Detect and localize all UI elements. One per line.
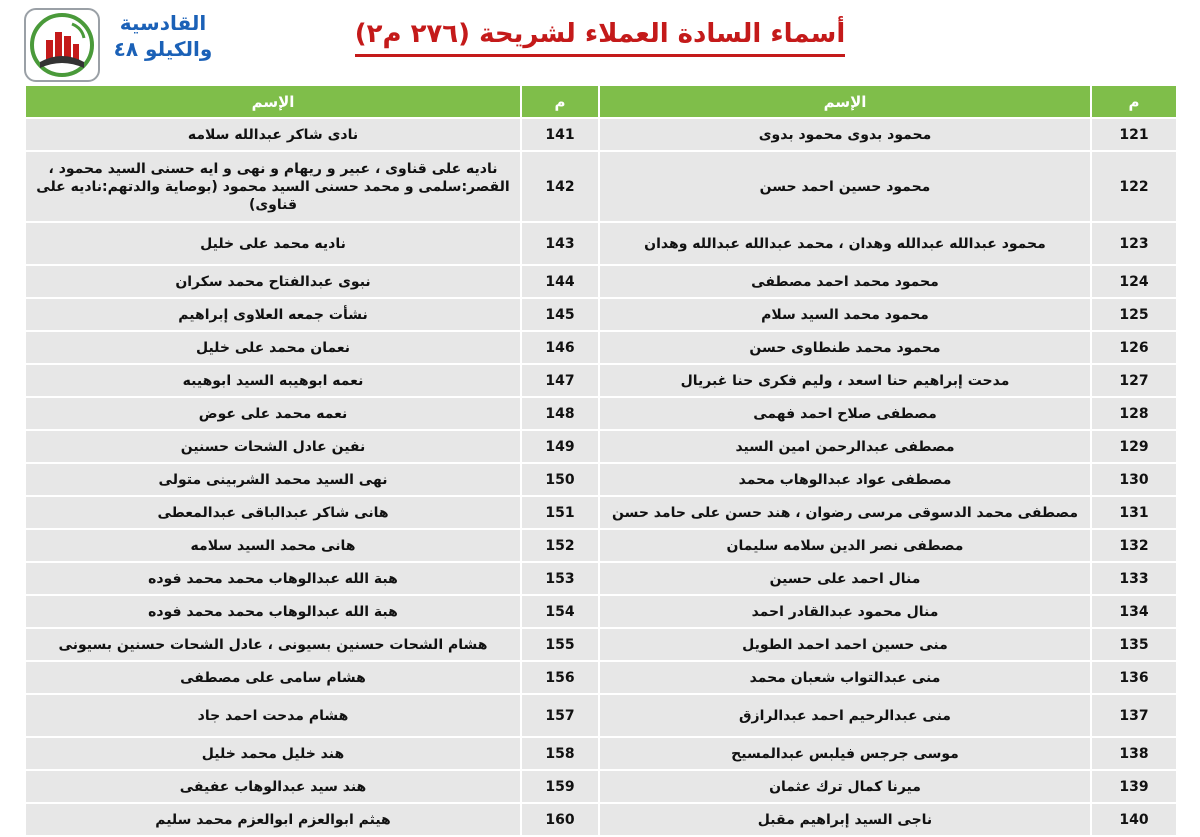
right-num-cell: 147 bbox=[522, 365, 598, 396]
left-num-cell: 138 bbox=[1092, 738, 1176, 769]
right-name-cell: نشأت جمعه العلاوى إبراهيم bbox=[26, 299, 520, 330]
left-name-cell: مصطفى نصر الدين سلامه سليمان bbox=[600, 530, 1090, 561]
right-num-cell: 154 bbox=[522, 596, 598, 627]
right-name-cell: هانى محمد السيد سلامه bbox=[26, 530, 520, 561]
left-num-cell: 125 bbox=[1092, 299, 1176, 330]
table-row bbox=[26, 563, 1176, 594]
header-num-right: م bbox=[522, 86, 598, 117]
left-num-cell: 140 bbox=[1092, 804, 1176, 835]
brand-line-2: والكيلو ٤٨ bbox=[113, 37, 213, 61]
table-row bbox=[26, 596, 1176, 627]
right-num-cell: 142 bbox=[522, 152, 598, 221]
left-num-cell: 126 bbox=[1092, 332, 1176, 363]
left-num-cell: 134 bbox=[1092, 596, 1176, 627]
left-num-cell: 129 bbox=[1092, 431, 1176, 462]
customers-table-container bbox=[24, 84, 1176, 837]
left-num-cell: 128 bbox=[1092, 398, 1176, 429]
logo bbox=[24, 8, 100, 82]
right-name-cell: نفين عادل الشحات حسنين bbox=[26, 431, 520, 462]
right-num-cell: 149 bbox=[522, 431, 598, 462]
left-name-cell: مصطفى عبدالرحمن امين السيد bbox=[600, 431, 1090, 462]
right-num-cell: 151 bbox=[522, 497, 598, 528]
left-name-cell: محمود عبدالله عبدالله وهدان ، محمد عبدالله عبدالله وهدان bbox=[600, 223, 1090, 264]
logo-emblem-icon bbox=[26, 10, 98, 80]
right-name-cell: هبة الله عبدالوهاب محمد محمد فوده bbox=[26, 563, 520, 594]
brand-line-1: القادسية bbox=[119, 11, 207, 35]
table-row bbox=[26, 738, 1176, 769]
customers-table bbox=[24, 84, 1178, 837]
right-num-cell: 148 bbox=[522, 398, 598, 429]
left-name-cell: منال احمد على حسين bbox=[600, 563, 1090, 594]
right-name-cell: ناديه محمد على خليل bbox=[26, 223, 520, 264]
right-name-cell: هشام مدحت احمد جاد bbox=[26, 695, 520, 736]
left-name-cell: محمود حسين احمد حسن bbox=[600, 152, 1090, 221]
table-row bbox=[26, 662, 1176, 693]
left-num-cell: 131 bbox=[1092, 497, 1176, 528]
left-name-cell: ناجى السيد إبراهيم مقبل bbox=[600, 804, 1090, 835]
table-row bbox=[26, 223, 1176, 264]
right-name-cell: ناديه على قناوى ، عبير و ريهام و نهى و ايه حسنى السيد محمود ، القصر:سلمى و محمد حسنى السيد محمود (بوصاية والدتهم:ناديه على قناوى) bbox=[26, 152, 520, 221]
right-num-cell: 156 bbox=[522, 662, 598, 693]
left-name-cell: ميرنا كمال ترك عثمان bbox=[600, 771, 1090, 802]
left-name-cell: منى عبدالرحيم احمد عبدالرازق bbox=[600, 695, 1090, 736]
table-row bbox=[26, 804, 1176, 835]
left-num-cell: 137 bbox=[1092, 695, 1176, 736]
table-row bbox=[26, 332, 1176, 363]
right-name-cell: نادى شاكر عبدالله سلامه bbox=[26, 119, 520, 150]
right-num-cell: 143 bbox=[522, 223, 598, 264]
right-name-cell: نبوى عبدالفتاح محمد سكران bbox=[26, 266, 520, 297]
right-num-cell: 146 bbox=[522, 332, 598, 363]
table-row bbox=[26, 152, 1176, 221]
left-num-cell: 130 bbox=[1092, 464, 1176, 495]
header-num-left: م bbox=[1092, 86, 1176, 117]
left-num-cell: 136 bbox=[1092, 662, 1176, 693]
table-row bbox=[26, 365, 1176, 396]
table-row bbox=[26, 771, 1176, 802]
right-num-cell: 158 bbox=[522, 738, 598, 769]
right-name-cell: هانى شاكر عبدالباقى عبدالمعطى bbox=[26, 497, 520, 528]
left-num-cell: 121 bbox=[1092, 119, 1176, 150]
table-row bbox=[26, 266, 1176, 297]
left-name-cell: محمود بدوى محمود بدوى bbox=[600, 119, 1090, 150]
right-num-cell: 150 bbox=[522, 464, 598, 495]
page-title-container bbox=[330, 16, 870, 57]
left-name-cell: محمود محمد طنطاوى حسن bbox=[600, 332, 1090, 363]
header-name-right: الإسم bbox=[26, 86, 520, 117]
right-name-cell: هند خليل محمد خليل bbox=[26, 738, 520, 769]
right-name-cell: نعمه ابوهيبه السيد ابوهيبه bbox=[26, 365, 520, 396]
left-name-cell: موسى جرجس فيلبس عبدالمسيح bbox=[600, 738, 1090, 769]
table-header-row bbox=[26, 86, 1176, 117]
right-num-cell: 141 bbox=[522, 119, 598, 150]
table-row bbox=[26, 530, 1176, 561]
right-num-cell: 160 bbox=[522, 804, 598, 835]
right-num-cell: 153 bbox=[522, 563, 598, 594]
left-name-cell: منال محمود عبدالقادر احمد bbox=[600, 596, 1090, 627]
right-name-cell: نهى السيد محمد الشربينى متولى bbox=[26, 464, 520, 495]
right-name-cell: هيثم ابوالعزم ابوالعزم محمد سليم bbox=[26, 804, 520, 835]
left-name-cell: مدحت إبراهيم حنا اسعد ، وليم فكرى حنا غبريال bbox=[600, 365, 1090, 396]
left-name-cell: محمود محمد السيد سلام bbox=[600, 299, 1090, 330]
left-num-cell: 133 bbox=[1092, 563, 1176, 594]
left-num-cell: 127 bbox=[1092, 365, 1176, 396]
right-name-cell: هند سيد عبدالوهاب عفيفى bbox=[26, 771, 520, 802]
table-row bbox=[26, 431, 1176, 462]
left-num-cell: 139 bbox=[1092, 771, 1176, 802]
table-row bbox=[26, 398, 1176, 429]
right-num-cell: 145 bbox=[522, 299, 598, 330]
left-name-cell: محمود محمد احمد مصطفى bbox=[600, 266, 1090, 297]
table-row bbox=[26, 497, 1176, 528]
left-num-cell: 122 bbox=[1092, 152, 1176, 221]
right-num-cell: 155 bbox=[522, 629, 598, 660]
right-num-cell: 159 bbox=[522, 771, 598, 802]
left-name-cell: مصطفى عواد عبدالوهاب محمد bbox=[600, 464, 1090, 495]
left-num-cell: 135 bbox=[1092, 629, 1176, 660]
table-row bbox=[26, 629, 1176, 660]
header-name-left: الإسم bbox=[600, 86, 1090, 117]
right-num-cell: 144 bbox=[522, 266, 598, 297]
left-name-cell: مصطفى محمد الدسوقى مرسى رضوان ، هند حسن على حامد حسن bbox=[600, 497, 1090, 528]
table-row bbox=[26, 299, 1176, 330]
table-row bbox=[26, 695, 1176, 736]
right-name-cell: نعمه محمد على عوض bbox=[26, 398, 520, 429]
right-name-cell: هشام الشحات حسنين بسيونى ، عادل الشحات حسنين بسيونى bbox=[26, 629, 520, 660]
right-num-cell: 152 bbox=[522, 530, 598, 561]
right-name-cell: هبة الله عبدالوهاب محمد محمد فوده bbox=[26, 596, 520, 627]
left-num-cell: 132 bbox=[1092, 530, 1176, 561]
page-title: أسماء السادة العملاء لشريحة (٢٧٦ م٢) bbox=[355, 16, 846, 57]
left-name-cell: مصطفى صلاح احمد فهمى bbox=[600, 398, 1090, 429]
brand bbox=[108, 10, 218, 62]
right-name-cell: هشام سامى على مصطفى bbox=[26, 662, 520, 693]
left-num-cell: 124 bbox=[1092, 266, 1176, 297]
left-name-cell: منى عبدالتواب شعبان محمد bbox=[600, 662, 1090, 693]
table-row bbox=[26, 464, 1176, 495]
table-row bbox=[26, 119, 1176, 150]
left-name-cell: منى حسين احمد احمد الطويل bbox=[600, 629, 1090, 660]
right-name-cell: نعمان محمد على خليل bbox=[26, 332, 520, 363]
right-num-cell: 157 bbox=[522, 695, 598, 736]
left-num-cell: 123 bbox=[1092, 223, 1176, 264]
